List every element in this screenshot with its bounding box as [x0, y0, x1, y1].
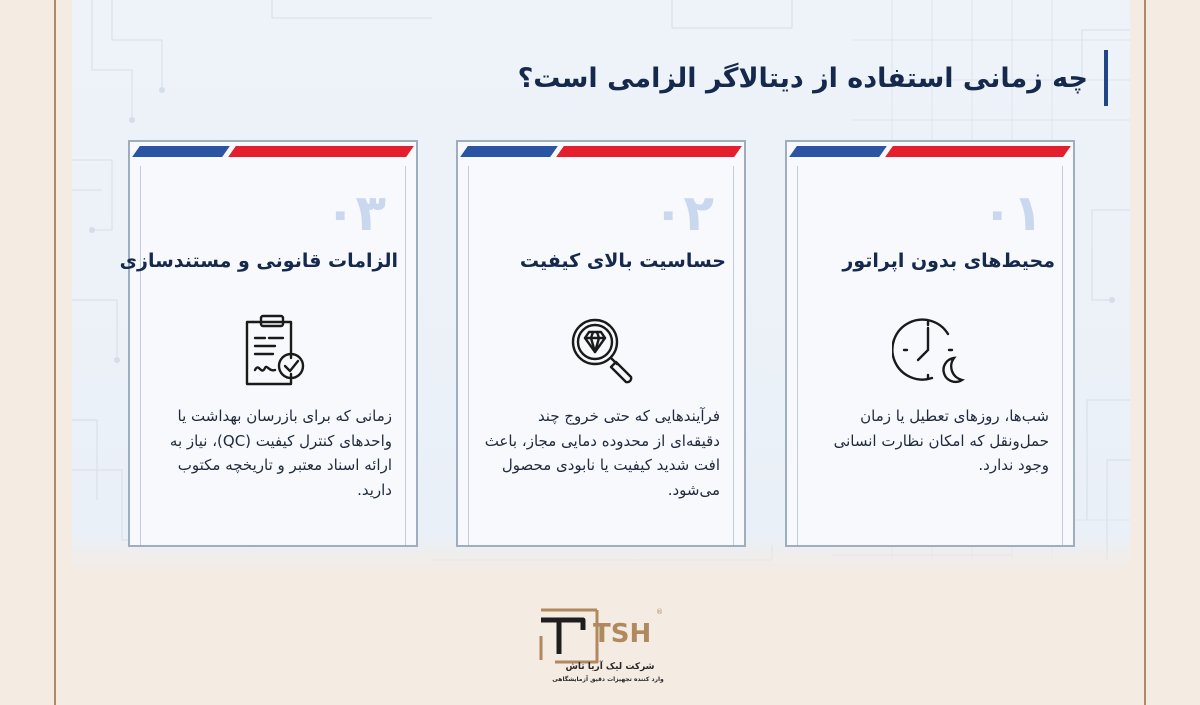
card-number: ۰۲ — [652, 184, 714, 242]
clipboard-check-icon — [235, 312, 311, 388]
card-number: ۰۱ — [981, 184, 1043, 242]
card-quality-sensitivity — [456, 140, 746, 547]
title-accent-bar — [1104, 50, 1108, 106]
card-number: ۰۳ — [324, 184, 386, 242]
card-title: محیط‌های بدون اپراتور — [842, 250, 1055, 272]
logo-company-name: شرکت لیک آریا تاش — [565, 662, 655, 672]
card-legal-requirements — [119, 140, 418, 547]
clock-moon-icon — [892, 312, 968, 388]
frame-line-right — [1144, 0, 1146, 705]
card-strip — [136, 146, 410, 157]
card-strip — [793, 146, 1067, 157]
card-description: زمانی که برای بازرسان بهداشت یا واحدهای کنترل کیفیت (QC)، نیاز به ارائه اسناد معتبر و تاریخچه مکتوب دارید. — [169, 407, 392, 499]
page-title: چه زمانی استفاده از دیتالاگر الزامی است؟ — [517, 62, 1088, 94]
svg-text:®: ® — [656, 608, 663, 616]
card-unattended-environments — [785, 140, 1075, 547]
diamond-magnifier-icon — [563, 312, 639, 388]
card-title: الزامات قانونی و مستندسازی — [119, 250, 398, 272]
logo-mark: TSH — [593, 619, 652, 649]
frame-line-left — [54, 0, 56, 705]
logo-tagline: وارد کننده تجهیزات دقیق آزمایشگاهی — [552, 676, 664, 683]
card-title: حساسیت بالای کیفیت — [519, 250, 726, 272]
card-strip — [464, 146, 738, 157]
page-header — [518, 50, 1108, 106]
card-description: فرآیندهایی که حتی خروج چند دقیقه‌ای از محدوده دمایی مجاز، باعث افت شدید کیفیت یا نابودی محصول می‌شود. — [484, 407, 720, 499]
company-logo — [535, 606, 665, 686]
card-description: شب‌ها، روزهای تعطیل یا زمان حمل‌ونقل که امکان نظارت انسانی وجود ندارد. — [833, 407, 1049, 474]
